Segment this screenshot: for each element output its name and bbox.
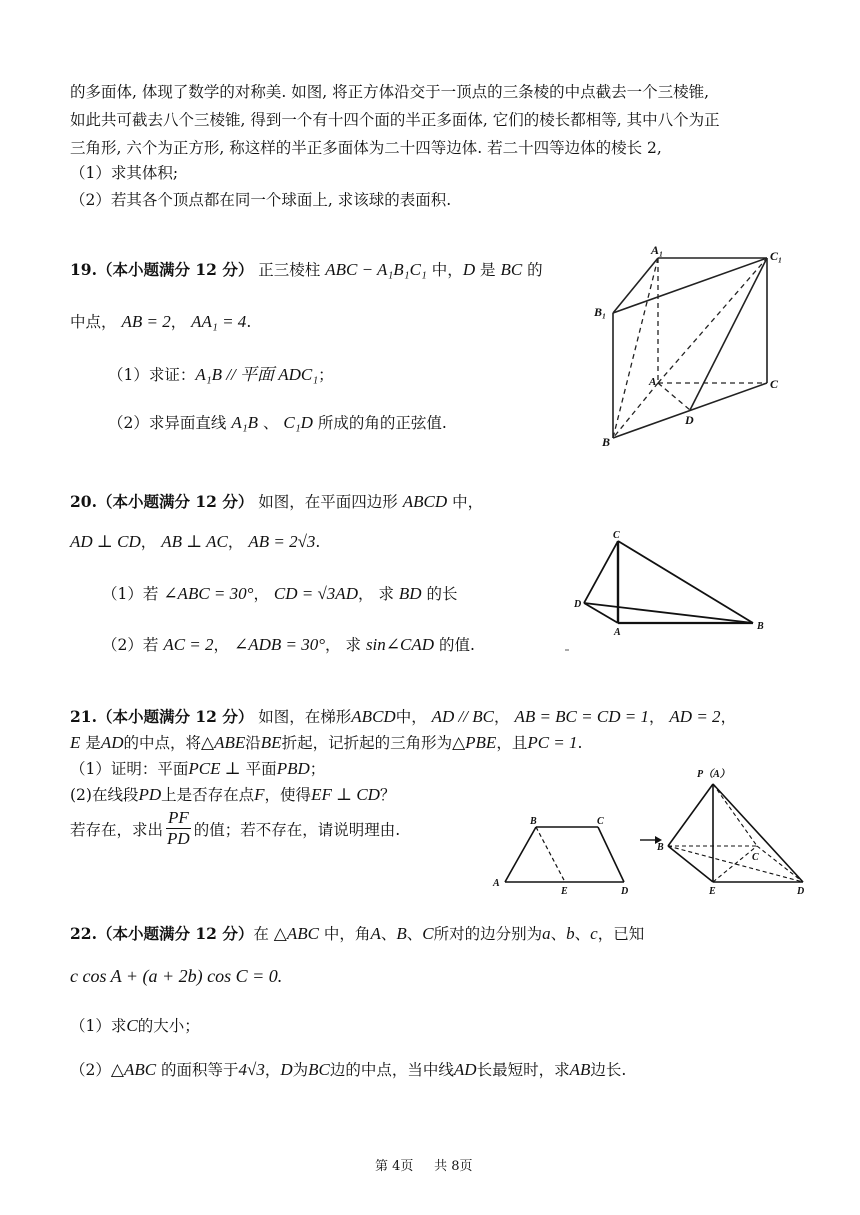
q19-part-1: （1）求证：A₁B // 平面 ADC₁； bbox=[108, 365, 334, 384]
q19-stem-line2: 中点， AB = 2， AA₁ = 4. bbox=[70, 312, 252, 331]
intro-part-1: （1）求其体积; bbox=[70, 164, 179, 182]
q19-stem: 19.（本小题满分 12 分） 正三棱柱 ABC − A₁B₁C₁ 中，D 是 BC 的 bbox=[70, 260, 543, 279]
q20-conditions: AD ⊥ CD， AB ⊥ AC， AB = 2√3. bbox=[70, 532, 321, 551]
trap-cd bbox=[598, 827, 624, 882]
svg-text:E: E bbox=[709, 886, 716, 897]
label-a1: A₁ bbox=[651, 243, 664, 257]
label-c1: C₁ bbox=[770, 249, 783, 263]
label-d: D bbox=[685, 413, 694, 427]
segment-cb bbox=[618, 541, 753, 623]
pyr-pd bbox=[713, 784, 803, 882]
page-total: 共 8页 bbox=[434, 1159, 473, 1174]
svg-text:D: D bbox=[797, 886, 805, 897]
q21-trapezoid-folding-figure bbox=[485, 762, 815, 897]
edge-bc bbox=[613, 383, 767, 438]
q21-part-1: （1）证明：平面PCE ⊥ 平面PBD； bbox=[70, 759, 326, 778]
label-c: C bbox=[770, 377, 779, 391]
svg-text:C: C bbox=[752, 852, 759, 863]
svg-text:E: E bbox=[561, 886, 568, 897]
pyr-ec bbox=[713, 846, 757, 882]
fraction-pf-pd: PF PD bbox=[167, 808, 190, 848]
svg-text:A: A bbox=[493, 878, 500, 889]
pyr-cd bbox=[757, 846, 803, 882]
q19-header: （本小题满分 12 分） bbox=[96, 260, 254, 279]
segment-db bbox=[584, 603, 753, 623]
q20-part-2: （2）若 AC = 2， ∠ADB = 30°， 求 sin∠CAD 的值. bbox=[102, 635, 475, 654]
pyr-pc bbox=[713, 784, 757, 846]
svg-text:C: C bbox=[597, 816, 604, 827]
q19-part-2: （2）求异面直线 A₁B 、 C₁D 所成的角的正弦值. bbox=[108, 413, 447, 432]
q22-part-2: （2）△ABC 的面积等于4√3，D为BC边的中点，当中线AD长最短时，求AB边长. bbox=[70, 1060, 627, 1079]
label-b: B bbox=[757, 621, 764, 632]
q22-formula: c cos A + (a + 2b) cos C = 0. bbox=[70, 966, 283, 986]
label-c: C bbox=[613, 530, 620, 541]
intro-part-2: （2）若其各个顶点都在同一个球面上, 求该球的表面积. bbox=[70, 191, 452, 209]
label-b1: B₁ bbox=[594, 305, 607, 319]
label-a: A bbox=[614, 627, 621, 638]
label-d: D bbox=[574, 599, 582, 610]
label-b: B bbox=[602, 435, 611, 449]
svg-text:P（A）: P（A） bbox=[697, 769, 730, 780]
segment-ad bbox=[658, 383, 690, 410]
pyr-pb bbox=[668, 784, 713, 846]
q20-part-1: （1）若 ∠ABC = 30°， CD = √3AD， 求 BD 的长 bbox=[102, 584, 458, 603]
intro-line-1: 的多面体, 体现了数学的对称美. 如图, 将正方体沿交于一顶点的三条棱的中点截去一个三棱锥, bbox=[70, 83, 709, 101]
svg-text:D: D bbox=[621, 886, 629, 897]
q21-stem-line2: E 是AD的中点，将△ABE沿BE折起，记折起的三角形为△PBE，且PC = 1. bbox=[70, 733, 583, 752]
svg-text:B: B bbox=[657, 842, 664, 853]
q19-prism-figure bbox=[585, 240, 790, 450]
trap-ab bbox=[505, 827, 536, 882]
q22-part-1: （1）求C的大小； bbox=[70, 1016, 200, 1035]
q19-number: 19. bbox=[70, 260, 97, 279]
pyr-be bbox=[668, 846, 713, 882]
q22-stem: 22.（本小题满分 12 分）在 △ABC 中，角A、B、C所对的边分别为a、b、c，已知 bbox=[70, 924, 645, 943]
q20-stem: 20.（本小题满分 12 分） 如图，在平面四边形 ABCD 中， bbox=[70, 492, 484, 511]
q21-stem: 21.（本小题满分 12 分） 如图，在梯形ABCD中， AD // BC， AB = BC = CD = 1， AD = 2， bbox=[70, 707, 737, 726]
page-footer bbox=[375, 1155, 472, 1174]
q19-prism: ABC − A₁B₁C₁ bbox=[325, 260, 427, 279]
svg-text:B: B bbox=[530, 816, 537, 827]
q21-part-2-line2: 若存在，求出 PF PD 的值；若不存在，请说明理由. bbox=[70, 808, 401, 848]
intro-line-2: 如此共可截去八个三棱锥, 得到一个有十四个面的半正多面体, 它们的棱长都相等, 其中八个为正 bbox=[70, 111, 720, 129]
segment-cd bbox=[584, 541, 618, 603]
intro-line-3: 三角形, 六个为正方形, 称这样的半正多面体为二十四等边体. 若二十四等边体的棱长 2, bbox=[70, 139, 662, 157]
page-number: 第 4页 bbox=[375, 1159, 414, 1174]
q20-quadrilateral-figure bbox=[565, 528, 775, 656]
label-a: A bbox=[649, 376, 657, 388]
trap-be bbox=[536, 827, 565, 882]
q21-part-2: (2)在线段PD上是否存在点F，使得EF ⊥ CD？ bbox=[70, 785, 396, 804]
